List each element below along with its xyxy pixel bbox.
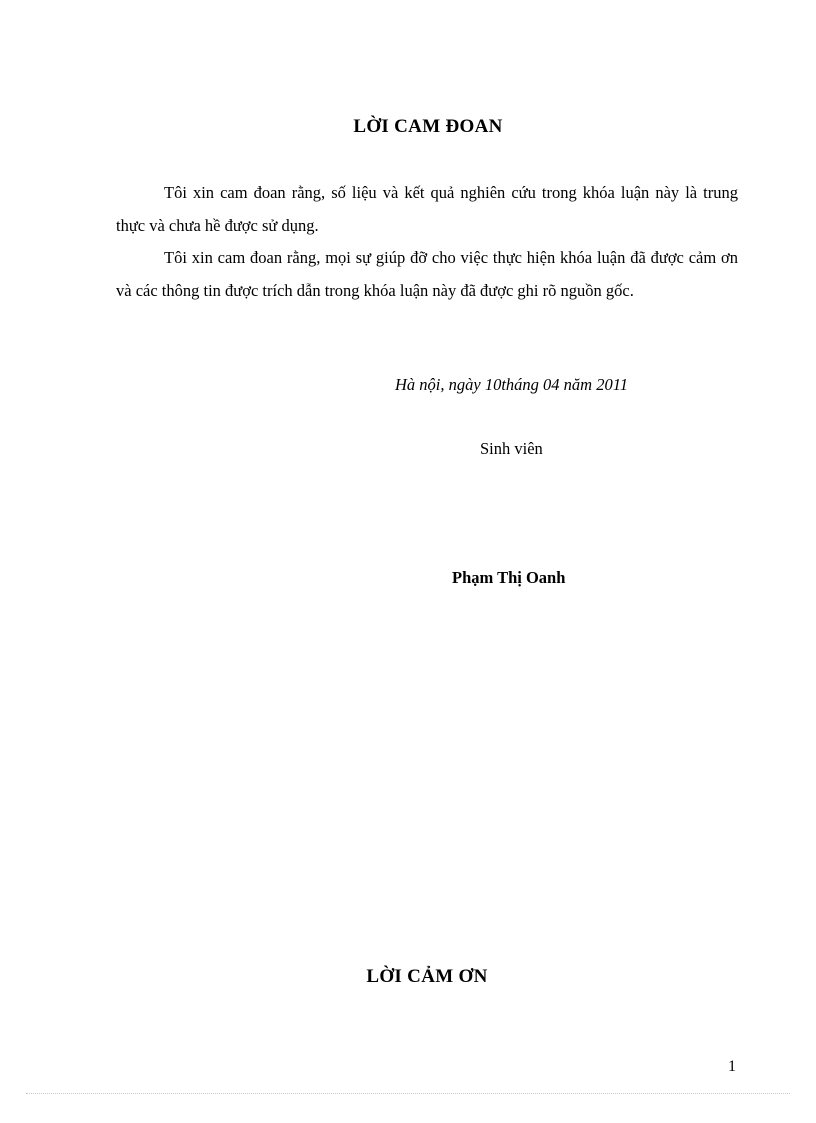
page-footer-divider bbox=[26, 1093, 790, 1094]
signature-date-line: Hà nội, ngày 10tháng 04 năm 2011 bbox=[395, 375, 628, 394]
page-number: 1 bbox=[728, 1058, 736, 1075]
declaration-paragraph-1-text: Tôi xin cam đoan rằng, số liệu và kết quả nghiên cứu trong khóa luận này là trung thực và chưa hề được sử dụng. bbox=[116, 183, 738, 235]
signer-role: Sinh viên bbox=[480, 439, 543, 458]
acknowledgement-title: LỜI CẢM ƠN bbox=[366, 966, 488, 987]
declaration-paragraph-1 bbox=[116, 177, 738, 242]
signer-name: Phạm Thị Oanh bbox=[452, 568, 566, 587]
declaration-title: LỜI CAM ĐOAN bbox=[353, 116, 503, 137]
declaration-paragraph-2-text: Tôi xin cam đoan rằng, mọi sự giúp đỡ cho việc thực hiện khóa luận đã được cảm ơn và các thông tin được trích dẫn trong khóa luận này đã được ghi rõ nguồn gốc. bbox=[116, 248, 738, 300]
declaration-paragraph-2 bbox=[116, 242, 738, 307]
